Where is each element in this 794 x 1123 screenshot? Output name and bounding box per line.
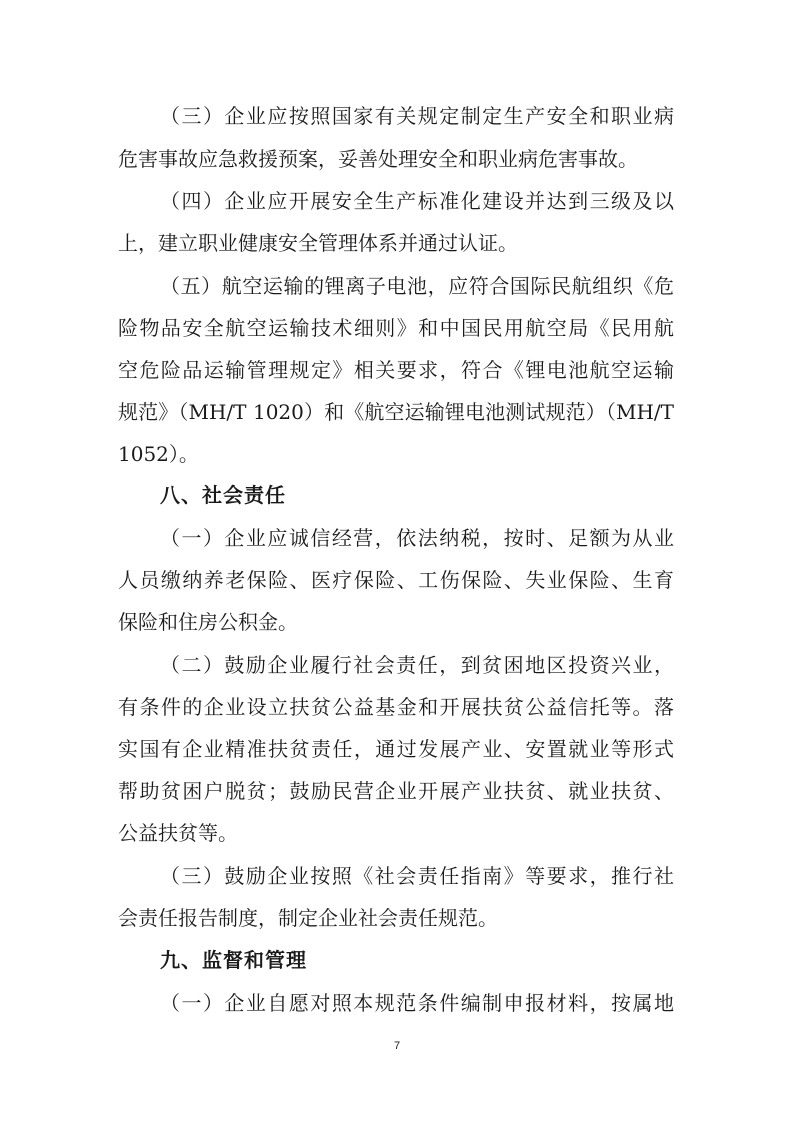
paragraph-8-1-line-1: （一）企业应诚信经营，依法纳税，按时、足额为从业 [160,526,674,550]
section-heading-supervision: 九、监督和管理 [160,948,307,972]
paragraph-3-line-2: 危害事故应急救援预案，妥善处理安全和职业病危害事故。 [118,147,638,171]
paragraph-5-line-2: 险物品安全航空运输技术细则》和中国民用航空局《民用航 [118,316,674,340]
paragraph-5-line-5: 1052）。 [118,442,199,466]
paragraph-8-1-line-2: 人员缴纳养老保险、医疗保险、工伤保险、失业保险、生育 [118,568,674,592]
paragraph-8-2-line-3: 实国有企业精准扶贫责任，通过发展产业、安置就业等形式 [118,737,674,761]
paragraph-9-1-line-1: （一）企业自愿对照本规范条件编制申报材料，按属地 [160,991,674,1015]
paragraph-8-3-line-2: 会责任报告制度，制定企业社会责任规范。 [118,906,498,930]
paragraph-5-line-3: 空危险品运输管理规定》相关要求，符合《锂电池航空运输 [118,358,674,382]
section-heading-social-responsibility: 八、社会责任 [160,483,286,507]
paragraph-8-1-line-3: 保险和住房公积金。 [118,610,298,634]
page-number: 7 [393,1040,401,1052]
paragraph-8-2-line-1: （二）鼓励企业履行社会责任，到贫困地区投资兴业， [160,653,674,677]
paragraph-5-line-1: （五）航空运输的锂离子电池，应符合国际民航组织《危 [160,274,674,298]
paragraph-4-line-1: （四）企业应开展安全生产标准化建设并达到三级及以 [160,189,674,213]
paragraph-3-line-1: （三）企业应按照国家有关规定制定生产安全和职业病 [160,104,674,128]
paragraph-8-2-line-2: 有条件的企业设立扶贫公益基金和开展扶贫公益信托等。落 [118,695,674,719]
paragraph-8-2-line-5: 公益扶贫等。 [118,821,238,845]
paragraph-5-line-4: 规范》（MH/T 1020）和《航空运输锂电池测试规范）（MH/T [118,400,674,424]
paragraph-8-3-line-1: （三）鼓励企业按照《社会责任指南》等要求，推行社 [160,864,674,888]
paragraph-4-line-2: 上，建立职业健康安全管理体系并通过认证。 [118,231,518,255]
paragraph-8-2-line-4: 帮助贫困户脱贫；鼓励民营企业开展产业扶贫、就业扶贫、 [118,779,674,803]
